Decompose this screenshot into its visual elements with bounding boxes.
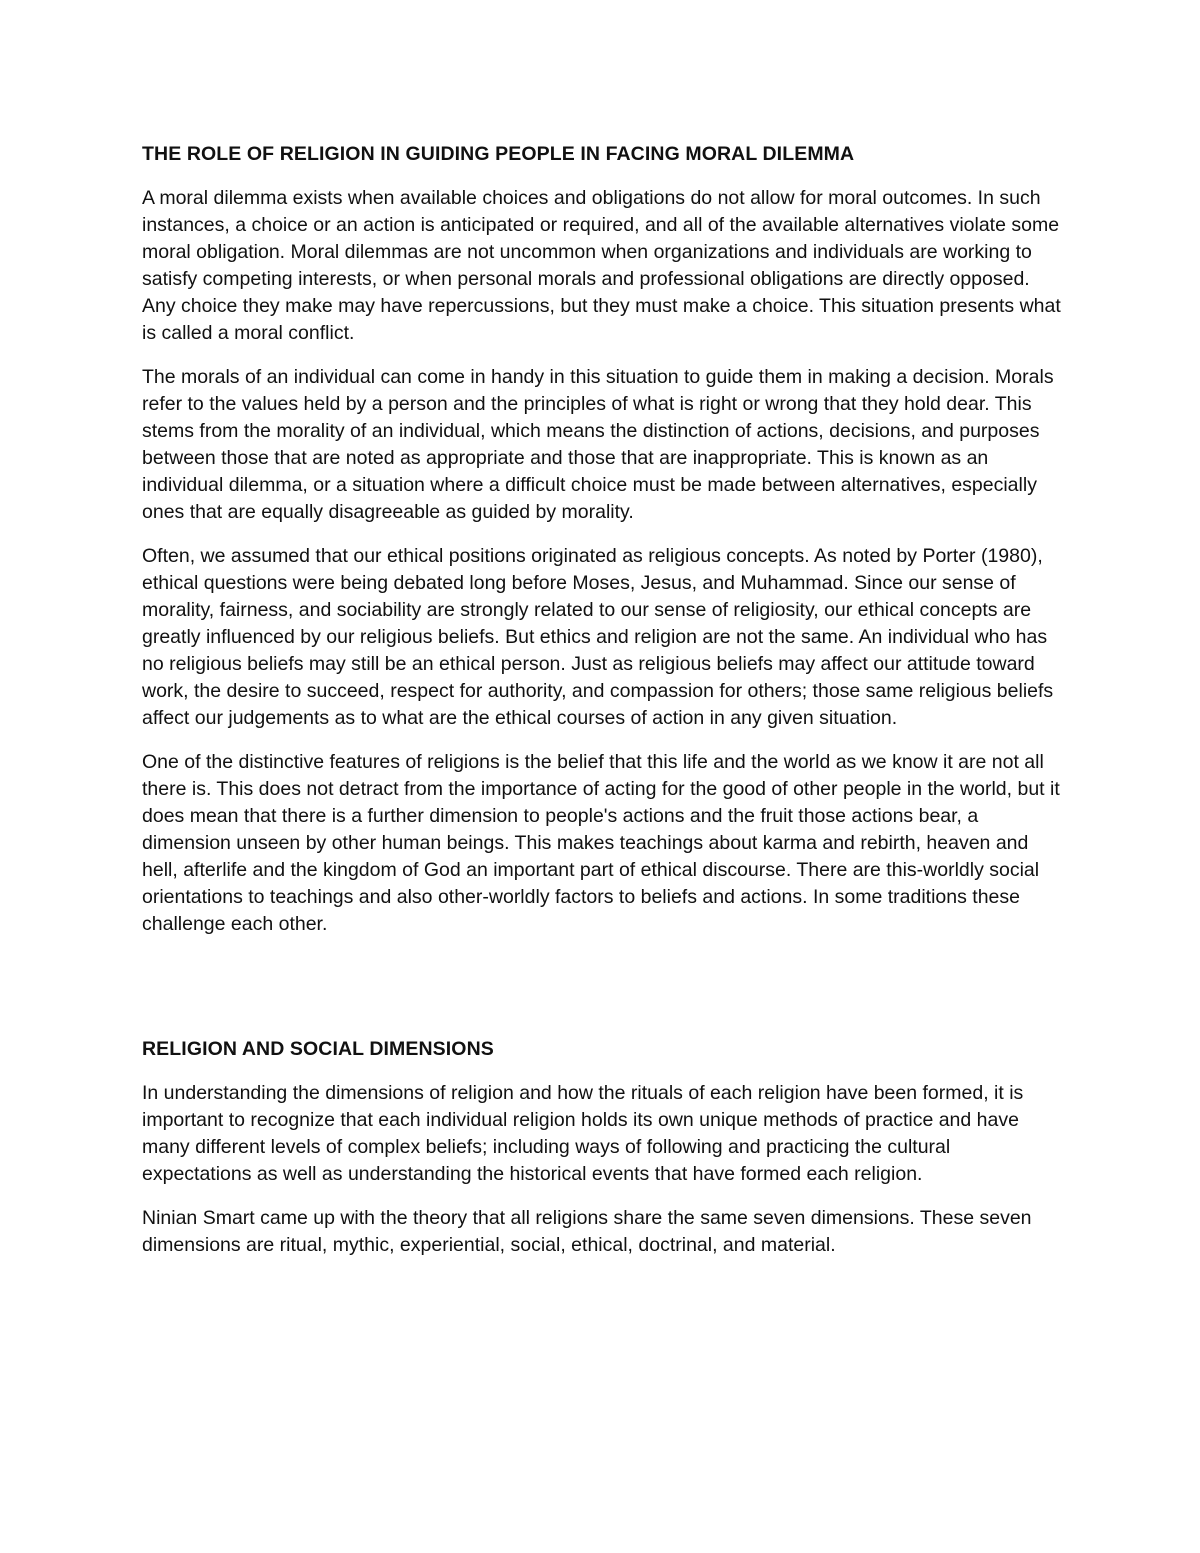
paragraph-distinctive-features: One of the distinctive features of religions is the belief that this life and the world as we know it are not all there is. This does not detract from the importance of acting for the good of other people in the world, but it does mean that there is a further dimension to people's actions and the fruit those actions bear, a dimension unseen by other human beings. This makes teachings about karma and rebirth, heaven and hell, afterlife and the kingdom of God an important part of ethical discourse. There are this-worldly social orientations to teachings and also other-worldly factors to beliefs and actions. In some traditions these challenge each other. [142, 751, 1060, 935]
section-spacer [142, 955, 1062, 1036]
paragraph-moral-dilemma-definition: A moral dilemma exists when available choices and obligations do not allow for moral outcomes. In such instances, a choice or an action is anticipated or required, and all of the available alternatives violate some moral obligation. Moral dilemmas are not uncommon when organizations and individuals are working to satisfy competing interests, or when personal morals and professional obligations are directly opposed. Any choice they make may have repercussions, but they must make a choice. This situation presents what is called a moral conflict. [142, 187, 1061, 344]
section-heading-moral-dilemma: THE ROLE OF RELIGION IN GUIDING PEOPLE IN FACING MORAL DILEMMA [142, 143, 855, 165]
section-heading-social-dimensions: RELIGION AND SOCIAL DIMENSIONS [142, 1038, 494, 1060]
paragraph-dimensions-of-religion: In understanding the dimensions of religion and how the rituals of each religion have been formed, it is important to recognize that each individual religion holds its own unique methods of practice and have many different levels of complex beliefs; including ways of following and practicing the cultural expectations as well as understanding the historical events that have formed each religion. [142, 1082, 1024, 1185]
paragraph-ethics-and-religion: Often, we assumed that our ethical positions originated as religious concepts. As noted by Porter (1980), ethical questions were being debated long before Moses, Jesus, and Muhammad. Since our sense of morality, fairness, and sociability are strongly related to our sense of religiosity, our ethical concepts are greatly influenced by our religious beliefs. But ethics and religion are not the same. An individual who has no religious beliefs may still be an ethical person. Just as religious beliefs may affect our attitude toward work, the desire to succeed, respect for authority, and compassion for others; those same religious beliefs affect our judgements as to what are the ethical courses of action in any given situation. [142, 545, 1054, 729]
paragraph-seven-dimensions: Ninian Smart came up with the theory that all religions share the same seven dimensions. These seven dimensions are ritual, mythic, experiential, social, ethical, doctrinal, and material. [142, 1207, 1032, 1256]
paragraph-morals-of-individual: The morals of an individual can come in handy in this situation to guide them in making a decision. Morals refer to the values held by a person and the principles of what is right or wrong that they hold dear. This stems from the morality of an individual, which means the distinction of actions, decisions, and purposes between those that are noted as appropriate and those that are inappropriate. This is known as an individual dilemma, or a situation where a difficult choice must be made between alternatives, especially ones that are equally disagreeable as guided by morality. [142, 366, 1054, 523]
document-page [142, 141, 1062, 1276]
